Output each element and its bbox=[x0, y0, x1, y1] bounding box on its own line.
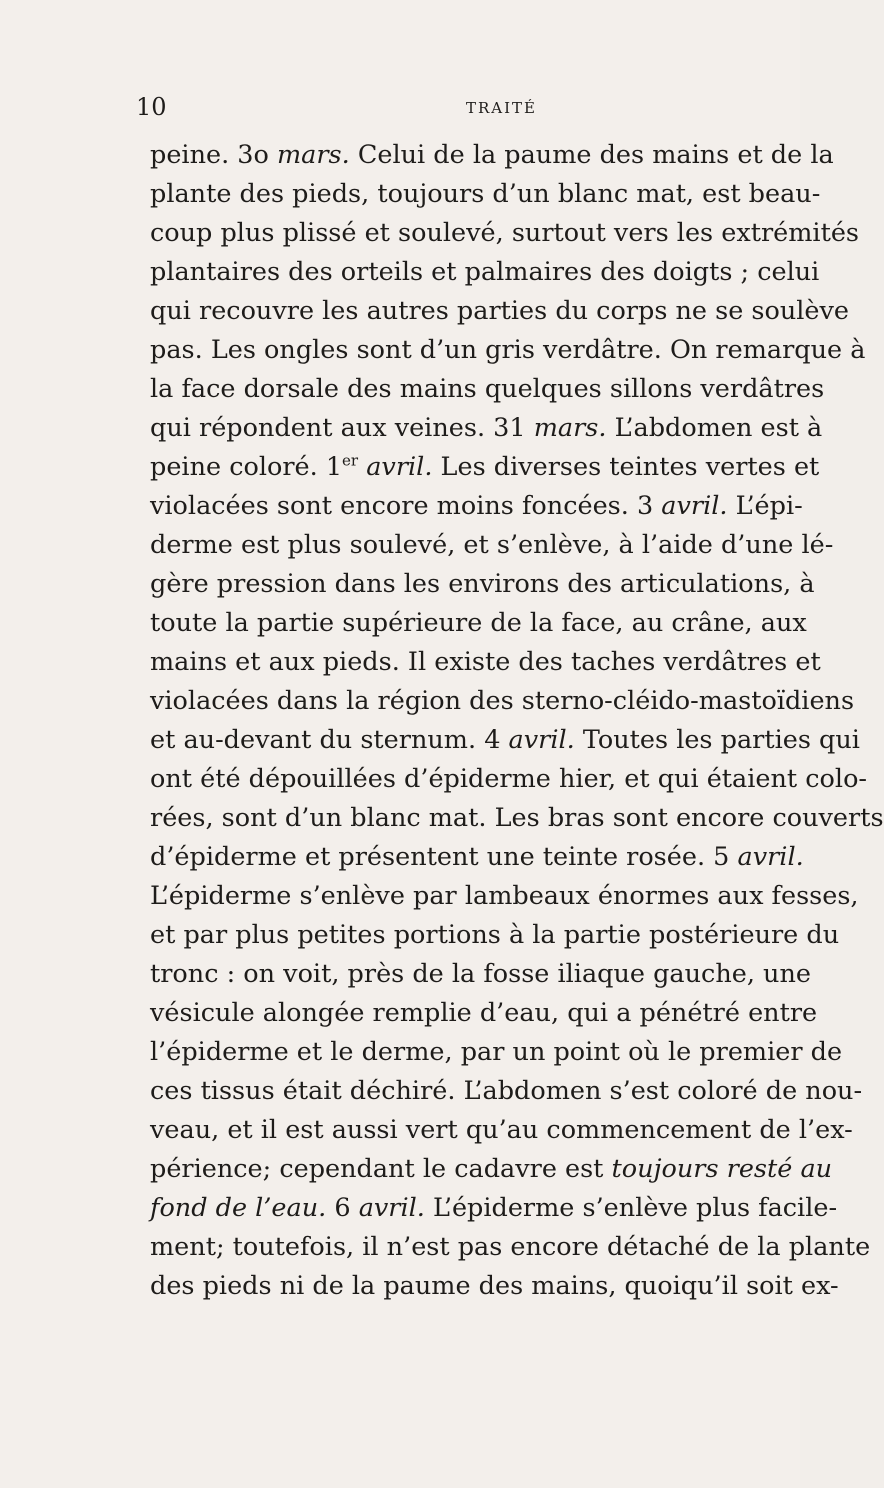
text-segment: derme est plus soulevé, et s’enlève, à l’aide d’une lé- bbox=[150, 530, 834, 560]
text-segment: ont été dépouillées d’épiderme hier, et qui étaient colo- bbox=[150, 764, 868, 794]
text-segment: peine coloré. 1 bbox=[150, 452, 343, 482]
text-segment: qui répondent aux veines. 31 bbox=[150, 413, 534, 443]
superscript: er bbox=[342, 451, 359, 470]
text-line bbox=[150, 994, 818, 1033]
text-line bbox=[150, 682, 855, 721]
text-segment: toute la partie supérieure de la face, au crâne, aux bbox=[150, 608, 807, 638]
italic-text: avril. bbox=[661, 491, 728, 521]
text-segment: Toutes les parties qui bbox=[574, 725, 860, 755]
text-line bbox=[150, 214, 859, 253]
text-segment: la face dorsale des mains quelques sillons verdâtres bbox=[150, 374, 825, 404]
text-line bbox=[150, 331, 866, 370]
text-line bbox=[150, 955, 811, 994]
text-segment: L’épiderme s’enlève par lambeaux énormes aux fesses, bbox=[150, 881, 859, 911]
text-segment: pas. Les ongles sont d’un gris verdâtre. On remarque à bbox=[150, 335, 866, 365]
text-segment: coup plus plissé et soulevé, surtout vers les extrémités bbox=[150, 218, 859, 248]
running-head bbox=[0, 90, 800, 124]
italic-text: avril. bbox=[737, 842, 804, 872]
text-segment: ment; toutefois, il n’est pas encore détaché de la plante bbox=[150, 1232, 871, 1262]
text-segment: vésicule alongée remplie d’eau, qui a pénétré entre bbox=[150, 998, 818, 1028]
text-segment: veau, et il est aussi vert qu’au commencement de l’ex- bbox=[150, 1115, 853, 1145]
text-line bbox=[150, 838, 804, 877]
text-segment: et par plus petites portions à la partie postérieure du bbox=[150, 920, 840, 950]
text-line bbox=[150, 370, 825, 409]
text-line bbox=[150, 1150, 833, 1189]
text-segment: L’épiderme s’enlève plus facile- bbox=[424, 1193, 838, 1223]
text-line bbox=[150, 448, 820, 487]
text-line bbox=[150, 877, 859, 916]
text-segment: l’épiderme et le derme, par un point où le premier de bbox=[150, 1037, 843, 1067]
text-segment: violacées dans la région des sterno-cléido-mastoïdiens bbox=[150, 686, 855, 716]
text-segment: 6 bbox=[326, 1193, 359, 1223]
text-segment: rées, sont d’un blanc mat. Les bras sont encore couverts bbox=[150, 803, 884, 833]
italic-text: avril. bbox=[358, 1193, 425, 1223]
italic-text: avril. bbox=[508, 725, 575, 755]
text-line bbox=[150, 409, 823, 448]
text-line bbox=[150, 760, 868, 799]
italic-text: mars. bbox=[533, 413, 607, 443]
text-segment: L’abdomen est à bbox=[606, 413, 823, 443]
text-line bbox=[150, 1033, 843, 1072]
text-line bbox=[150, 175, 821, 214]
body-text bbox=[150, 136, 884, 1306]
text-line bbox=[150, 721, 860, 760]
text-segment: plante des pieds, toujours d’un blanc mat, est beau- bbox=[150, 179, 821, 209]
text-segment: tronc : on voit, près de la fosse iliaque gauche, une bbox=[150, 959, 811, 989]
text-segment: ces tissus était déchiré. L’abdomen s’est coloré de nou- bbox=[150, 1076, 863, 1106]
text-segment: plantaires des orteils et palmaires des doigts ; celui bbox=[150, 257, 820, 287]
text-segment: d’épiderme et présentent une teinte rosée. 5 bbox=[150, 842, 738, 872]
text-line bbox=[150, 253, 820, 292]
text-line bbox=[150, 136, 834, 175]
text-line bbox=[150, 526, 834, 565]
text-line bbox=[150, 1189, 838, 1228]
text-line bbox=[150, 799, 884, 838]
text-segment: Celui de la paume des mains et de la bbox=[349, 140, 834, 170]
text-line bbox=[150, 292, 850, 331]
text-line bbox=[150, 565, 815, 604]
text-segment bbox=[358, 452, 366, 482]
text-segment: Les diverses teintes vertes et bbox=[432, 452, 820, 482]
text-line bbox=[150, 604, 807, 643]
text-line bbox=[150, 916, 840, 955]
italic-text: fond de l’eau. bbox=[150, 1193, 327, 1223]
text-segment: peine. 3o bbox=[150, 140, 277, 170]
page-number: 10 bbox=[136, 93, 167, 121]
text-line bbox=[150, 643, 821, 682]
text-segment: L’épi- bbox=[727, 491, 803, 521]
text-segment: mains et aux pieds. Il existe des taches verdâtres et bbox=[150, 647, 821, 677]
text-line bbox=[150, 1228, 871, 1267]
italic-text: avril. bbox=[366, 452, 433, 482]
italic-text: mars. bbox=[276, 140, 350, 170]
text-line bbox=[150, 1072, 863, 1111]
text-segment: qui recouvre les autres parties du corps ne se soulève bbox=[150, 296, 850, 326]
text-segment: gère pression dans les environs des articulations, à bbox=[150, 569, 815, 599]
text-line bbox=[150, 487, 803, 526]
running-title: TRAITÉ bbox=[466, 99, 538, 117]
text-segment: et au-devant du sternum. 4 bbox=[150, 725, 509, 755]
text-line bbox=[150, 1267, 839, 1306]
italic-text: toujours resté au bbox=[611, 1154, 833, 1184]
text-segment: des pieds ni de la paume des mains, quoiqu’il soit ex- bbox=[150, 1271, 839, 1301]
text-segment: périence; cependant le cadavre est bbox=[150, 1154, 612, 1184]
text-line bbox=[150, 1111, 853, 1150]
text-segment: violacées sont encore moins foncées. 3 bbox=[150, 491, 662, 521]
